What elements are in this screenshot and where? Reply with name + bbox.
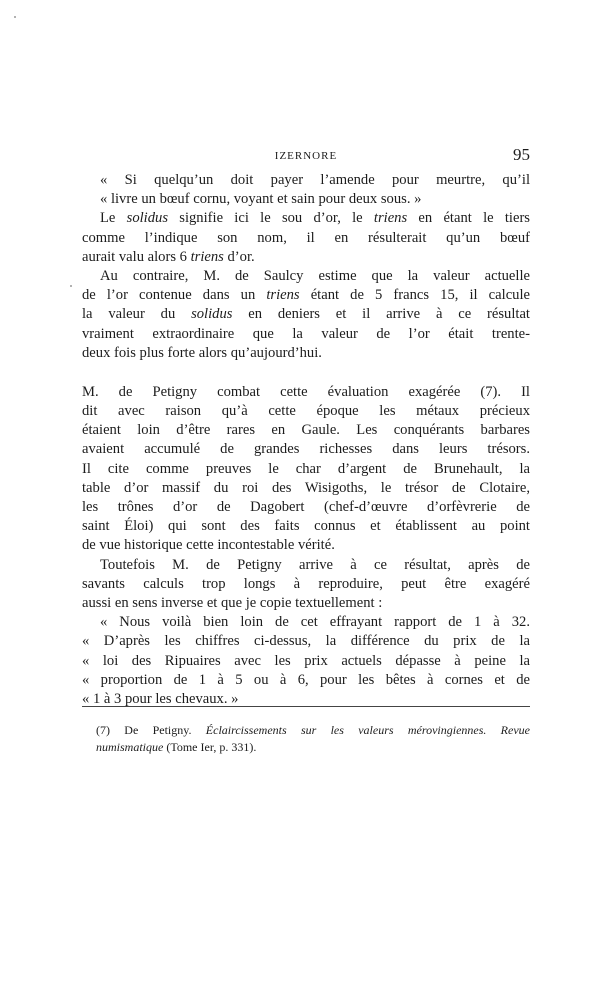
text-run: aussi en sens inverse et que je copie textuellement : xyxy=(82,594,383,611)
text-line xyxy=(82,190,530,209)
paragraph-gap xyxy=(82,363,530,383)
text-line xyxy=(82,594,530,613)
text-run: étant de 5 francs 15, il calcule xyxy=(299,287,530,304)
italic-text: numismatique xyxy=(96,739,164,754)
italic-text: solidus xyxy=(126,210,169,227)
footnote-line xyxy=(96,722,530,739)
text-run: « D’après les chiffres ci-dessus, la différence du prix de la xyxy=(82,633,530,650)
footnote-rule xyxy=(82,706,530,707)
text-line xyxy=(82,325,530,344)
text-line xyxy=(82,229,530,248)
text-line xyxy=(82,305,530,324)
text-run: de vue historique cette incontestable vérité. xyxy=(82,537,335,554)
text-line xyxy=(82,632,530,651)
text-line xyxy=(82,171,530,190)
text-run: « loi des Ripuaires avec les prix actuels dépasse à peine la xyxy=(82,652,530,669)
text-run: en deniers et il arrive à ce résultat xyxy=(232,306,530,323)
text-line xyxy=(82,344,530,363)
text-line xyxy=(82,479,530,498)
text-line xyxy=(82,613,530,632)
running-title: IZERNORE xyxy=(274,150,338,162)
body-text xyxy=(82,171,530,709)
text-run: (7) De Petigny. xyxy=(96,723,206,737)
text-run: Toutefois M. de Petigny arrive à ce résultat, après de xyxy=(100,556,530,573)
text-line xyxy=(82,421,530,440)
page-header xyxy=(82,145,530,172)
text-line xyxy=(82,383,530,402)
text-line xyxy=(82,556,530,575)
italic-text: triens xyxy=(190,248,224,265)
text-line xyxy=(82,286,530,305)
text-line xyxy=(82,536,530,555)
italic-text: Éclaircissements sur les valeurs mérovingiennes. Revue xyxy=(205,723,530,737)
scan-speck xyxy=(14,16,16,18)
text-run: signifie ici le sou d’or, le xyxy=(168,210,374,227)
italic-text: triens xyxy=(266,287,300,304)
text-line xyxy=(82,460,530,479)
text-line xyxy=(82,402,530,421)
text-run: Le xyxy=(100,210,127,227)
text-line xyxy=(82,517,530,536)
footnote-line xyxy=(96,739,530,756)
text-line xyxy=(82,267,530,286)
text-run: « Nous voilà bien loin de cet effrayant rapport de 1 à 32. xyxy=(100,614,530,631)
text-run: dit avec raison qu’à cette époque les métaux précieux xyxy=(82,403,530,420)
text-line xyxy=(82,209,530,228)
text-run: deux fois plus forte alors qu’aujourd’hui. xyxy=(82,344,322,361)
text-run: savants calculs trop longs à reproduire, peut être exagéré xyxy=(82,575,530,592)
text-run: en étant le tiers xyxy=(407,210,530,227)
text-run: de l’or contenue dans un xyxy=(82,287,267,304)
text-line xyxy=(82,440,530,459)
text-run: avaient accumulé de grandes richesses dans leurs trésors. xyxy=(82,441,530,458)
text-run: les trônes d’or de Dagobert (chef-d’œuvre d’orfèvrerie de xyxy=(82,499,530,515)
text-run: Au contraire, M. de Saulcy estime que la valeur actuelle xyxy=(100,267,530,284)
italic-text: solidus xyxy=(191,306,233,323)
text-run: « livre un bœuf cornu, voyant et sain pour deux sous. » xyxy=(100,191,422,208)
text-run: comme l’indique son nom, il en résulterait qu’un bœuf xyxy=(82,229,530,246)
text-run: d’or. xyxy=(223,248,255,265)
text-line xyxy=(82,652,530,671)
text-run: M. de Petigny combat cette évaluation exagérée (7). Il xyxy=(82,383,530,400)
text-run: étaient loin d’être rares en Gaule. Les conquérants barbares xyxy=(82,422,530,439)
scan-speck xyxy=(70,285,72,287)
page-number: 95 xyxy=(513,145,530,164)
text-run: table d’or massif du roi des Wisigoths, le trésor de Clotaire, xyxy=(82,479,530,496)
text-line xyxy=(82,498,530,517)
text-run: vraiment extraordinaire que la valeur de l’or était trente- xyxy=(82,325,530,342)
text-run: (Tome Ier, p. 331). xyxy=(163,739,257,754)
text-line xyxy=(82,671,530,690)
text-line xyxy=(82,248,530,267)
text-line xyxy=(82,575,530,594)
text-run: la valeur du xyxy=(82,306,192,323)
footnotes xyxy=(96,722,530,755)
text-run: Il cite comme preuves le char d’argent de Brunehault, la xyxy=(82,460,530,477)
text-run: aurait valu alors 6 xyxy=(82,248,191,265)
text-run: « Si quelqu’un doit payer l’amende pour meurtre, qu’il xyxy=(100,172,530,188)
italic-text: triens xyxy=(373,210,408,227)
text-run: saint Éloi) qui sont des faits connus et établissent au point xyxy=(82,518,530,535)
text-run: « proportion de 1 à 5 ou à 6, pour les bêtes à cornes et de xyxy=(82,671,530,688)
text-run: « 1 à 3 pour les chevaux. » xyxy=(82,690,239,707)
